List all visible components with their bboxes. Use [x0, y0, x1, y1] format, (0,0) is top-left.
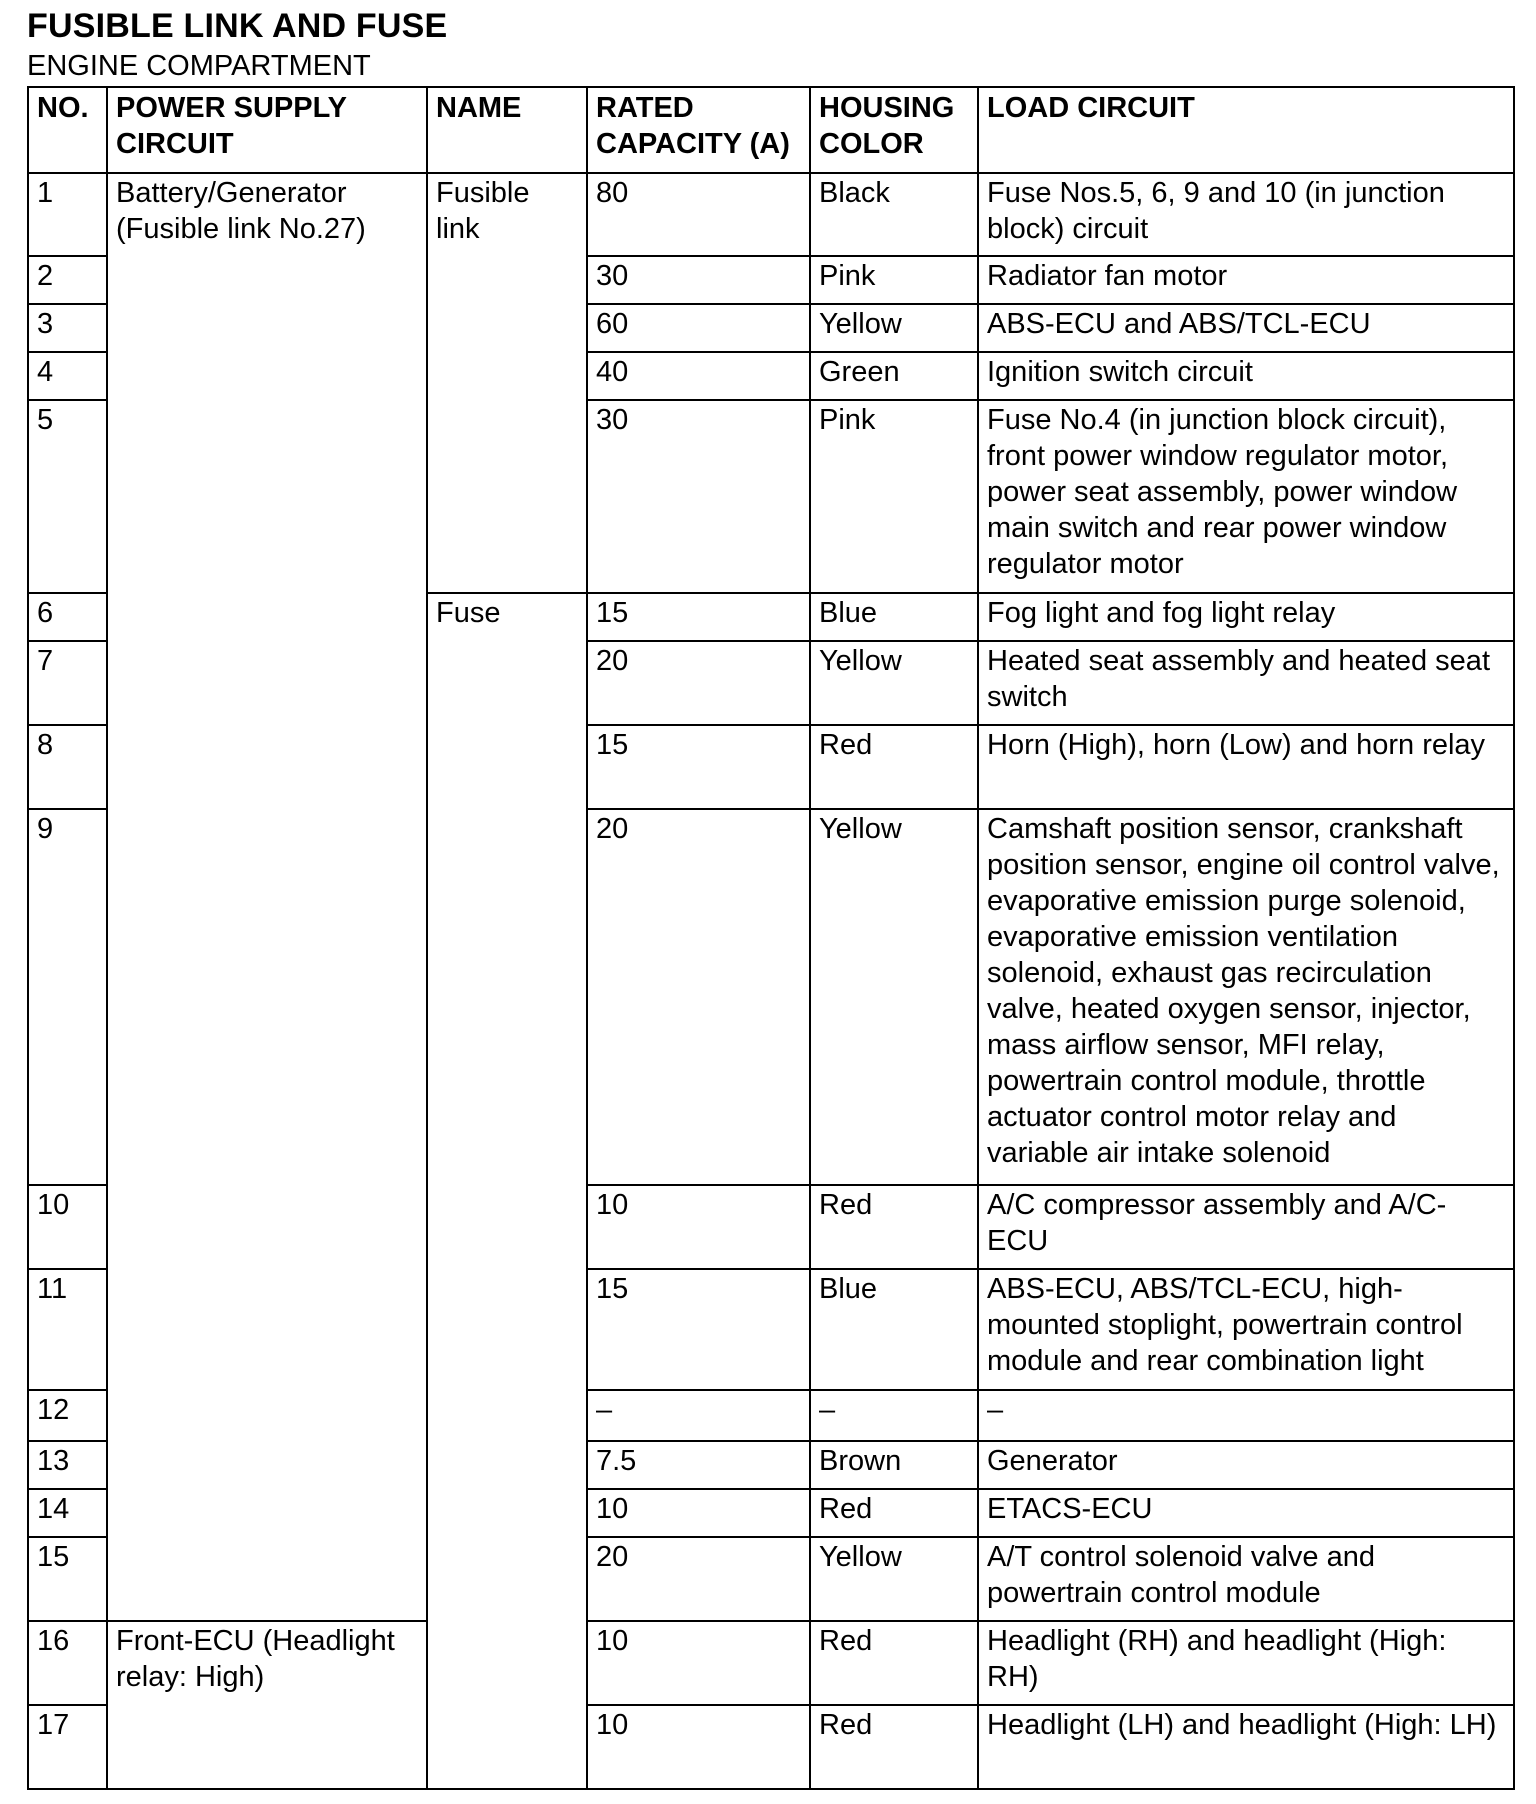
cell-no: 3: [28, 304, 107, 352]
cell-no: 9: [28, 809, 107, 1185]
cell-color: Pink: [810, 400, 978, 593]
cell-no: 15: [28, 1537, 107, 1621]
cell-capacity: 30: [587, 400, 810, 593]
cell-capacity: 15: [587, 725, 810, 809]
cell-capacity: 40: [587, 352, 810, 400]
cell-no: 7: [28, 641, 107, 725]
cell-load: Ignition switch circuit: [978, 352, 1514, 400]
cell-capacity: 80: [587, 173, 810, 256]
cell-color: Red: [810, 1705, 978, 1789]
cell-load: Radiator fan motor: [978, 256, 1514, 304]
table-row: [28, 173, 1514, 256]
cell-no: 8: [28, 725, 107, 809]
header-load-circuit: LOAD CIRCUIT: [978, 87, 1514, 173]
cell-load: Headlight (LH) and headlight (High: LH): [978, 1705, 1514, 1789]
cell-load: Generator: [978, 1441, 1514, 1489]
header-name: NAME: [427, 87, 587, 173]
cell-load: Camshaft position sensor, crankshaft position sensor, engine oil control valve, evaporative emission purge solenoid, evaporative emission ventilation solenoid, exhaust gas recirculation valve, heated oxygen sensor, injector, mass airflow sensor, MFI relay, powertrain control module, throttle actuator control motor relay and variable air intake solenoid: [978, 809, 1514, 1185]
cell-name: Fusible link: [427, 173, 587, 593]
cell-color: Yellow: [810, 304, 978, 352]
cell-no: 4: [28, 352, 107, 400]
cell-no: 1: [28, 173, 107, 256]
cell-no: 17: [28, 1705, 107, 1789]
cell-load: Heated seat assembly and heated seat switch: [978, 641, 1514, 725]
cell-load: A/C compressor assembly and A/C-ECU: [978, 1185, 1514, 1269]
cell-load: Fuse Nos.5, 6, 9 and 10 (in junction block) circuit: [978, 173, 1514, 256]
header-power-supply: POWER SUPPLY CIRCUIT: [107, 87, 427, 173]
cell-no: 14: [28, 1489, 107, 1537]
cell-no: 13: [28, 1441, 107, 1489]
cell-capacity: 60: [587, 304, 810, 352]
cell-capacity: 7.5: [587, 1441, 810, 1489]
cell-capacity: 10: [587, 1489, 810, 1537]
header-housing-color: HOUSING COLOR: [810, 87, 978, 173]
cell-no: 10: [28, 1185, 107, 1269]
cell-load: ABS-ECU and ABS/TCL-ECU: [978, 304, 1514, 352]
cell-color: Pink: [810, 256, 978, 304]
cell-load: Headlight (RH) and headlight (High: RH): [978, 1621, 1514, 1705]
cell-load: Horn (High), horn (Low) and horn relay: [978, 725, 1514, 809]
document-page: [27, 4, 1513, 1790]
cell-color: Yellow: [810, 641, 978, 725]
cell-capacity: 15: [587, 1269, 810, 1390]
page-title: FUSIBLE LINK AND FUSE: [27, 7, 448, 45]
table-row: [28, 1621, 1514, 1705]
cell-color: Red: [810, 1621, 978, 1705]
cell-capacity: 15: [587, 593, 810, 641]
cell-capacity: 10: [587, 1705, 810, 1789]
table-header-row: [28, 87, 1514, 173]
cell-capacity: 20: [587, 1537, 810, 1621]
cell-no: 5: [28, 400, 107, 593]
cell-load: Fog light and fog light relay: [978, 593, 1514, 641]
cell-color: Red: [810, 1185, 978, 1269]
cell-load: Fuse No.4 (in junction block circuit), front power window regulator motor, power seat assembly, power window main switch and rear power window regulator motor: [978, 400, 1514, 593]
cell-color: Black: [810, 173, 978, 256]
cell-load: –: [978, 1390, 1514, 1441]
cell-power-supply: Battery/Generator (Fusible link No.27): [107, 173, 427, 1621]
page-subtitle: ENGINE COMPARTMENT: [27, 50, 371, 82]
cell-color: Red: [810, 1489, 978, 1537]
cell-color: Blue: [810, 593, 978, 641]
cell-capacity: 10: [587, 1621, 810, 1705]
cell-name: Fuse: [427, 593, 587, 1789]
cell-load: ABS-ECU, ABS/TCL-ECU, high-mounted stoplight, powertrain control module and rear combination light: [978, 1269, 1514, 1390]
cell-color: Brown: [810, 1441, 978, 1489]
header-no: NO.: [28, 87, 107, 173]
cell-no: 11: [28, 1269, 107, 1390]
cell-capacity: 10: [587, 1185, 810, 1269]
fuse-table: [27, 86, 1515, 1790]
header-rated-capacity: RATED CAPACITY (A): [587, 87, 810, 173]
cell-color: Green: [810, 352, 978, 400]
cell-color: Red: [810, 725, 978, 809]
cell-load: A/T control solenoid valve and powertrain control module: [978, 1537, 1514, 1621]
cell-capacity: 20: [587, 641, 810, 725]
cell-power-supply: Front-ECU (Headlight relay: High): [107, 1621, 427, 1789]
cell-no: 6: [28, 593, 107, 641]
cell-color: Yellow: [810, 1537, 978, 1621]
cell-color: –: [810, 1390, 978, 1441]
cell-color: Blue: [810, 1269, 978, 1390]
cell-no: 16: [28, 1621, 107, 1705]
cell-capacity: 30: [587, 256, 810, 304]
cell-capacity: –: [587, 1390, 810, 1441]
cell-capacity: 20: [587, 809, 810, 1185]
cell-color: Yellow: [810, 809, 978, 1185]
cell-load: ETACS-ECU: [978, 1489, 1514, 1537]
cell-no: 2: [28, 256, 107, 304]
cell-no: 12: [28, 1390, 107, 1441]
